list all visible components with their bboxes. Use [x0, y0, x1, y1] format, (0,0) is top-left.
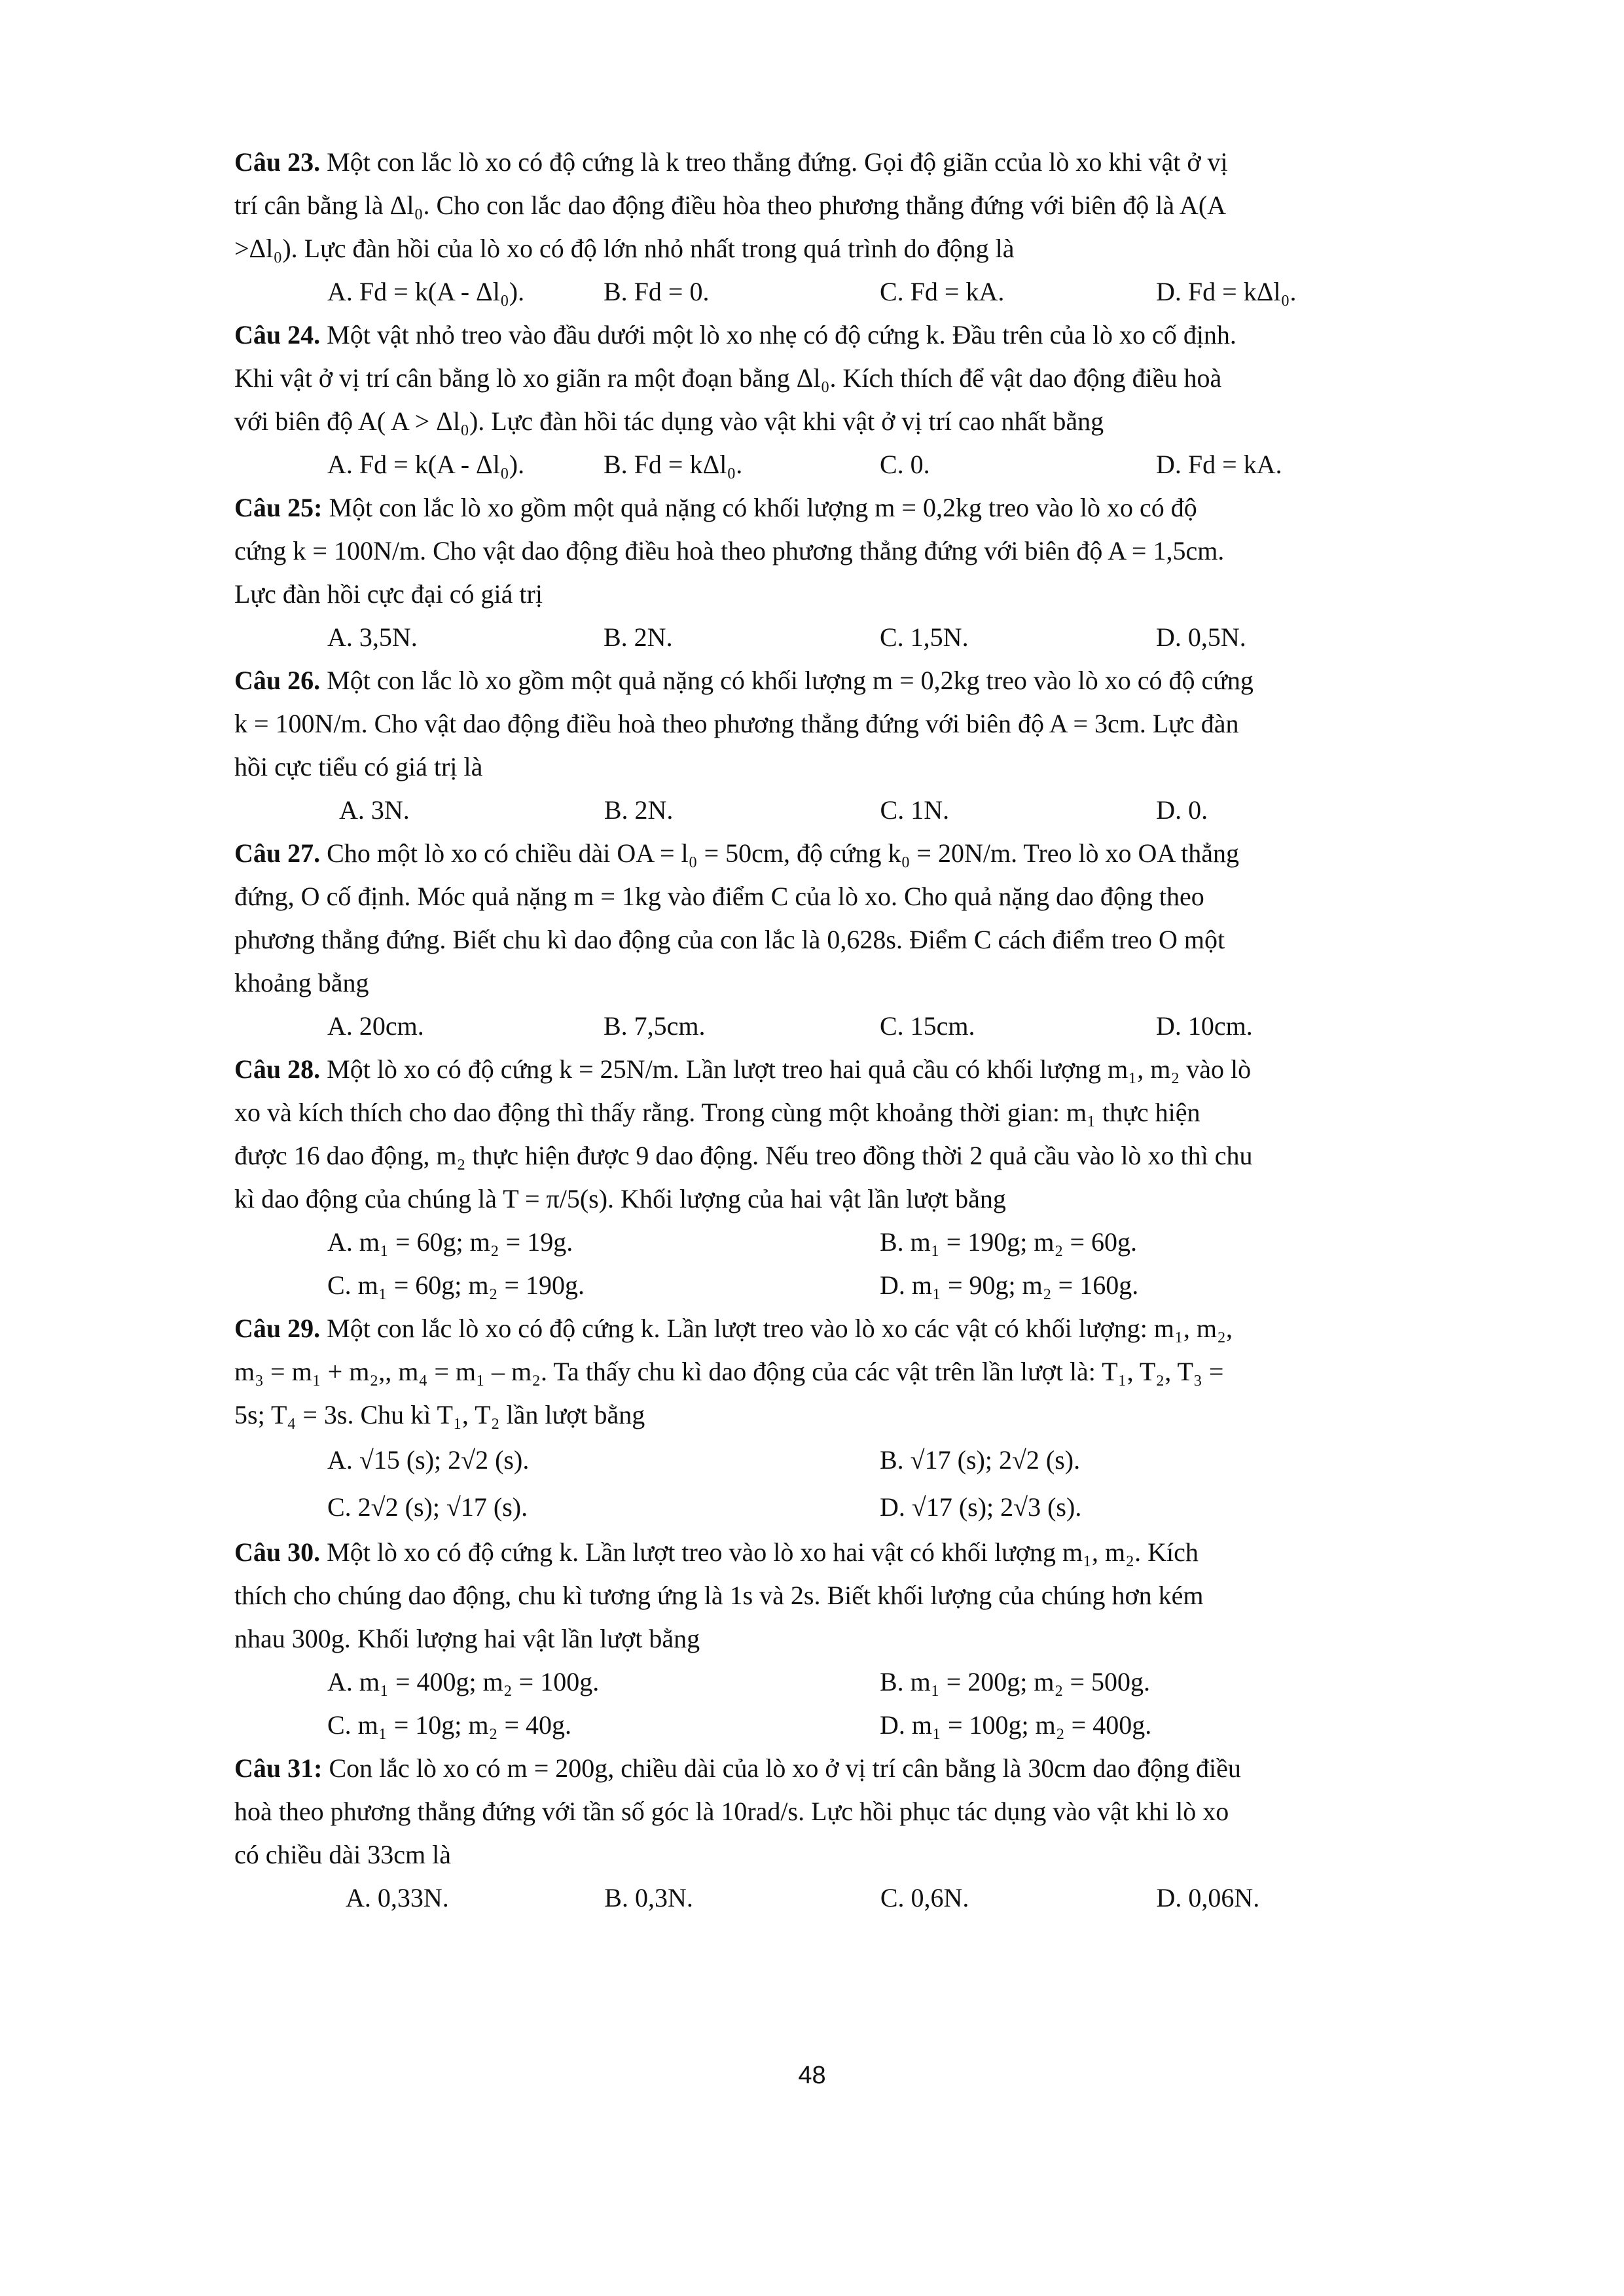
option-c: C. 15cm. [880, 1011, 975, 1041]
question-text-line: Khi vật ở vị trí cân bằng lò xo giãn ra một đoạn bằng Δl₀. Kích thích để vật dao động điều hoà [234, 363, 1222, 393]
answer-options [234, 1221, 1432, 1264]
question-number: Câu 28. [234, 1054, 321, 1084]
question-text-line: xo và kích thích cho dao động thì thấy rằng. Trong cùng một khoảng thời gian: m₁ thực hiện [234, 1098, 1200, 1127]
question-number: Câu 26. [234, 666, 321, 695]
option-d: D. √17 (s); 2√3 (s). [880, 1492, 1082, 1522]
answer-options [234, 789, 1432, 832]
option-d: D. 10cm. [1156, 1011, 1253, 1041]
question-text-line: có chiều dài 33cm là [234, 1840, 451, 1869]
question-number: Câu 27. [234, 838, 321, 868]
option-a: A. √15 (s); 2√2 (s). [327, 1445, 530, 1475]
option-b: B. 2N. [604, 795, 674, 825]
question-number: Câu 24. [234, 320, 321, 350]
option-c: C. 0,6N. [880, 1883, 969, 1912]
option-c: C. 2√2 (s); √17 (s). [327, 1492, 528, 1522]
option-d: D. 0. [1156, 795, 1208, 825]
question-text-line: kì dao động của chúng là T = π/5(s). Khối lượng của hai vật lần lượt bằng [234, 1184, 1006, 1213]
question-31 [234, 1747, 1432, 1920]
question-25 [234, 486, 1432, 659]
question-number: Câu 23. [234, 147, 321, 177]
question-number: Câu 30. [234, 1537, 321, 1567]
question-29 [234, 1307, 1432, 1531]
question-text-line: Một con lắc lò xo có độ cứng là k treo thẳng đứng. Gọi độ giãn ccủa lò xo khi vật ở vị [327, 147, 1228, 177]
question-text-line: khoảng bằng [234, 968, 369, 997]
option-d: D. 0,06N. [1156, 1883, 1260, 1912]
question-text-line: thích cho chúng dao động, chu kì tương ứng là 1s và 2s. Biết khối lượng của chúng hơn kém [234, 1581, 1204, 1610]
question-text-line: nhau 300g. Khối lượng hai vật lần lượt bằng [234, 1624, 700, 1653]
question-text-line: hồi cực tiểu có giá trị là [234, 752, 483, 781]
question-text-line: phương thẳng đứng. Biết chu kì dao động của con lắc là 0,628s. Điểm C cách điểm treo O một [234, 925, 1225, 954]
question-text-line: Một con lắc lò xo có độ cứng k. Lần lượt treo vào lò xo các vật có khối lượng: m₁, m₂, [327, 1314, 1233, 1343]
option-c: C. 1,5N. [880, 622, 969, 652]
option-d: D. Fd = kA. [1156, 450, 1282, 479]
option-d: D. m₁ = 100g; m₂ = 400g. [880, 1710, 1152, 1740]
answer-options [234, 443, 1432, 486]
answer-options [234, 1437, 1432, 1484]
option-a: A. 3N. [339, 795, 410, 825]
option-b: B. m₁ = 200g; m₂ = 500g. [880, 1667, 1151, 1696]
option-b: B. √17 (s); 2√2 (s). [880, 1445, 1081, 1475]
option-d: D. m₁ = 90g; m₂ = 160g. [880, 1270, 1139, 1300]
option-a: A. 0,33N. [346, 1883, 449, 1912]
question-text-line: Một con lắc lò xo gồm một quả nặng có khối lượng m = 0,2kg treo vào lò xo có độ cứng [327, 666, 1254, 695]
option-a: A. 3,5N. [327, 622, 418, 652]
question-text-line: đứng, O cố định. Móc quả nặng m = 1kg vào điểm C của lò xo. Cho quả nặng dao động theo [234, 882, 1204, 911]
question-text-line: Con lắc lò xo có m = 200g, chiều dài của lò xo ở vị trí cân bằng là 30cm dao động điều [329, 1753, 1241, 1783]
option-b: B. m₁ = 190g; m₂ = 60g. [880, 1227, 1138, 1257]
option-a: A. m₁ = 60g; m₂ = 19g. [327, 1227, 573, 1257]
option-c: C. 0. [880, 450, 930, 479]
question-text-line: trí cân bằng là Δl₀. Cho con lắc dao động điều hòa theo phương thẳng đứng với biên độ là A(A [234, 190, 1227, 220]
option-a: A. Fd = k(A - Δl₀). [327, 277, 525, 306]
question-text-line: 5s; T₄ = 3s. Chu kì T₁, T₂ lần lượt bằng [234, 1400, 645, 1429]
question-26 [234, 659, 1432, 832]
question-text-line: cứng k = 100N/m. Cho vật dao động điều hoà theo phương thẳng đứng với biên độ A = 1,5cm. [234, 536, 1225, 565]
question-24 [234, 314, 1432, 486]
answer-options [234, 270, 1432, 314]
option-d: D. Fd = kΔl₀. [1156, 277, 1297, 306]
question-number: Câu 31: [234, 1753, 323, 1783]
option-c: C. 1N. [880, 795, 950, 825]
option-b: B. Fd = kΔl₀. [604, 450, 743, 479]
option-a: A. 20cm. [327, 1011, 424, 1041]
question-28 [234, 1048, 1432, 1307]
answer-options [234, 1005, 1432, 1048]
option-c: C. m₁ = 60g; m₂ = 190g. [327, 1270, 585, 1300]
question-number: Câu 29. [234, 1314, 321, 1343]
option-d: D. 0,5N. [1156, 622, 1246, 652]
option-b: B. 0,3N. [604, 1883, 693, 1912]
question-text-line: Một con lắc lò xo gồm một quả nặng có khối lượng m = 0,2kg treo vào lò xo có độ [329, 493, 1197, 522]
document-page [234, 141, 1432, 1920]
answer-options [234, 1704, 1432, 1747]
question-text-line: >Δl₀). Lực đàn hồi của lò xo có độ lớn nhỏ nhất trong quá trình do động là [234, 234, 1015, 263]
question-text-line: k = 100N/m. Cho vật dao động điều hoà theo phương thẳng đứng với biên độ A = 3cm. Lực đàn [234, 709, 1239, 738]
option-b: B. 2N. [604, 622, 673, 652]
question-text-line: Một vật nhỏ treo vào đầu dưới một lò xo nhẹ có độ cứng k. Đầu trên của lò xo cố định. [327, 320, 1236, 350]
question-number: Câu 25: [234, 493, 323, 522]
question-text-line: m₃ = m₁ + m₂,, m₄ = m₁ – m₂. Ta thấy chu kì dao động của các vật trên lần lượt là: T₁, T₂, T₃ = [234, 1357, 1224, 1386]
option-a: A. Fd = k(A - Δl₀). [327, 450, 525, 479]
question-text-line: Một lò xo có độ cứng k. Lần lượt treo vào lò xo hai vật có khối lượng m₁, m₂. Kích [327, 1537, 1199, 1567]
option-c: C. Fd = kA. [880, 277, 1005, 306]
option-b: B. Fd = 0. [604, 277, 710, 306]
page-number: 48 [798, 2062, 826, 2089]
option-c: C. m₁ = 10g; m₂ = 40g. [327, 1710, 572, 1740]
question-27 [234, 832, 1432, 1048]
option-b: B. 7,5cm. [604, 1011, 706, 1041]
answer-options [234, 1264, 1432, 1307]
question-text-line: Cho một lò xo có chiều dài OA = l₀ = 50cm, độ cứng k₀ = 20N/m. Treo lò xo OA thẳng [327, 838, 1239, 868]
answer-options [234, 1660, 1432, 1704]
option-a: A. m₁ = 400g; m₂ = 100g. [327, 1667, 600, 1696]
question-text-line: Lực đàn hồi cực đại có giá trị [234, 579, 543, 609]
answer-options [234, 616, 1432, 659]
question-text-line: được 16 dao động, m₂ thực hiện được 9 dao động. Nếu treo đồng thời 2 quả cầu vào lò xo thì chu [234, 1141, 1253, 1170]
question-text-line: hoà theo phương thẳng đứng với tần số góc là 10rad/s. Lực hồi phục tác dụng vào vật khi lò xo [234, 1797, 1229, 1826]
question-text-line: Một lò xo có độ cứng k = 25N/m. Lần lượt treo hai quả cầu có khối lượng m₁, m₂ vào lò [327, 1054, 1252, 1084]
answer-options [234, 1484, 1432, 1531]
question-23 [234, 141, 1432, 314]
question-30 [234, 1531, 1432, 1747]
question-text-line: với biên độ A( A > Δl₀). Lực đàn hồi tác dụng vào vật khi vật ở vị trí cao nhất bằng [234, 406, 1104, 436]
answer-options [234, 1876, 1432, 1920]
